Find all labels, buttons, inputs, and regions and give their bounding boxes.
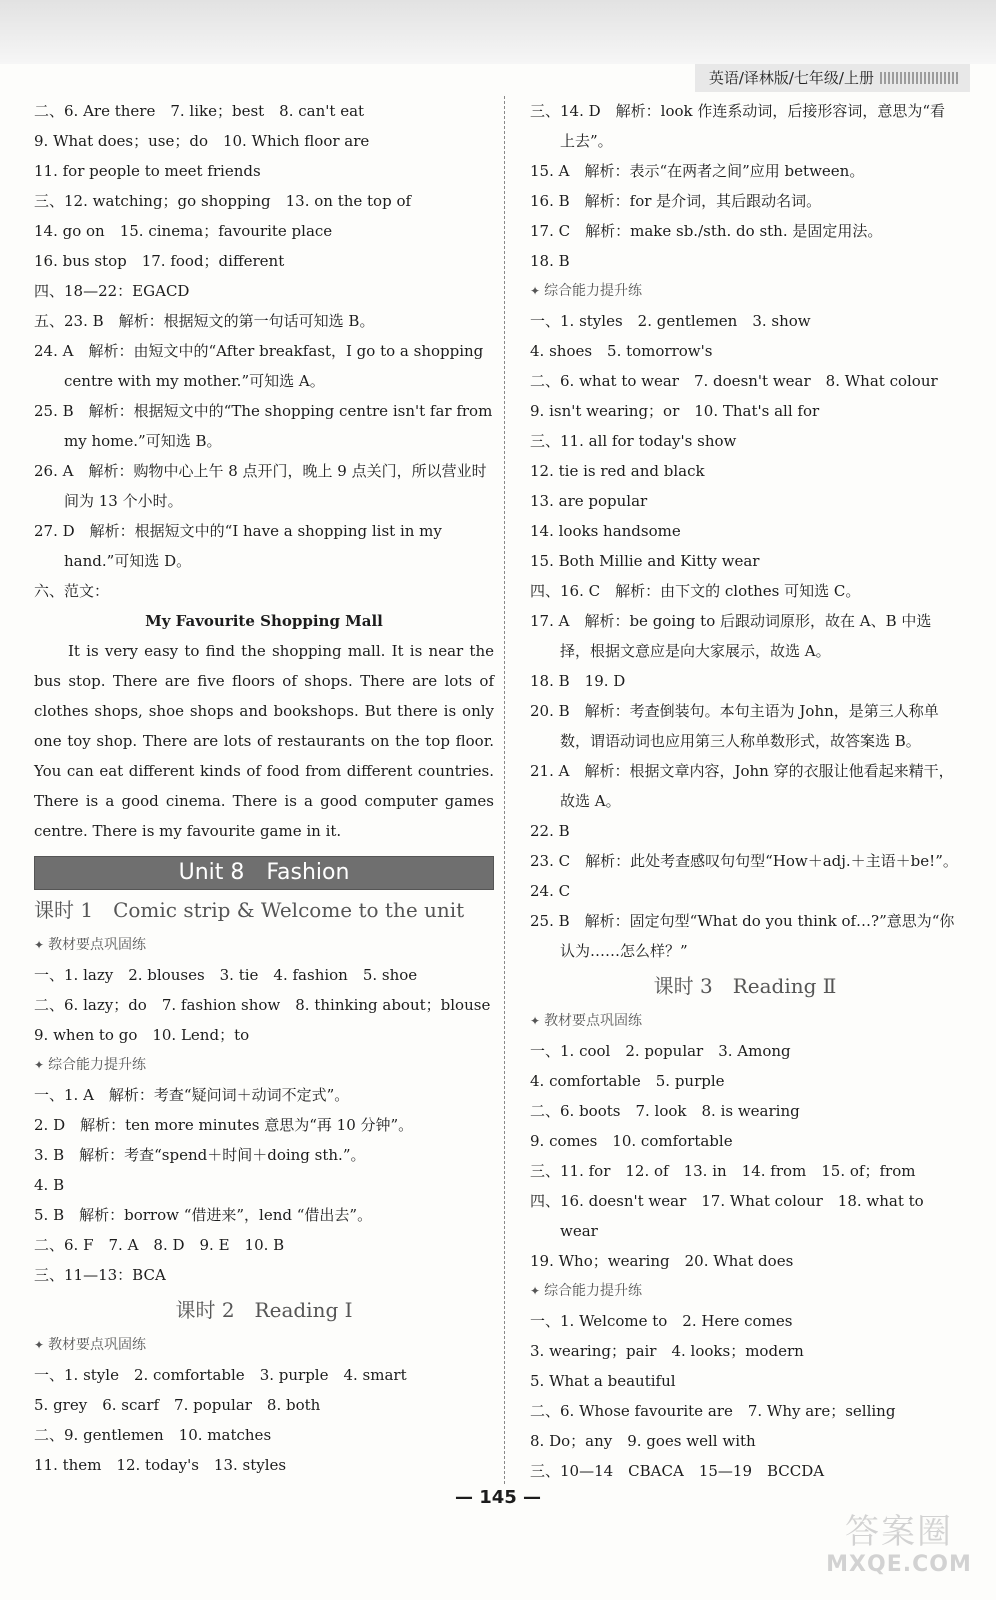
answer-line: 11. them 12. today's 13. styles [34, 1456, 287, 1474]
section-heading-advanced: ✦ 综合能力提升练 [530, 283, 643, 299]
lesson-1-basic-answers [34, 960, 494, 1050]
answer-line: 9. when to go 10. Lend；to [34, 1026, 250, 1044]
answer-line: 27. D 解析：根据短文中的“I have a shopping list in my hand.”可知选 D。 [34, 522, 442, 570]
page-header-title: 英语/译林版/七年级/上册 [695, 64, 970, 92]
answer-line: 一、1. cool 2. popular 3. Among [530, 1042, 791, 1060]
answer-line: 15. Both Millie and Kitty wear [530, 552, 760, 570]
diamond-icon: ✦ [34, 1058, 45, 1072]
answer-line: 六、范文： [34, 582, 110, 600]
page-number: — 145 — [454, 1487, 542, 1508]
watermark-site: MXQE.COM [826, 1552, 972, 1577]
lesson-2-basic-answers [34, 1360, 494, 1480]
answer-line: 16. B 解析：for 是介词，其后跟动名词。 [530, 192, 822, 210]
answer-line: 4. B [34, 1176, 65, 1194]
answer-line: 13. are popular [530, 492, 648, 510]
answer-line: 3. B 解析：考查“spend＋时间＋doing sth.”。 [34, 1146, 366, 1164]
answer-line: 24. A 解析：由短文中的“After breakfast，I go to a shopping centre with my mother.”可知选 A。 [34, 342, 484, 390]
answer-line: 17. A 解析：be going to 后跟动词原形，故在 A、B 中选择，根据文意应是向大家展示，故选 A。 [530, 612, 932, 660]
answer-line: 18. B 19. D [530, 672, 626, 690]
answer-line: 一、1. A 解析：考查“疑问词＋动词不定式”。 [34, 1086, 350, 1104]
section-heading-basic: ✦ 教材要点巩固练 [530, 1013, 643, 1029]
answer-line: 三、11. all for today's show [530, 432, 737, 450]
answer-line: 22. B [530, 822, 570, 840]
answer-line: 三、11—13：BCA [34, 1266, 166, 1284]
answer-line: 14. go on 15. cinema；favourite place [34, 222, 333, 240]
diamond-icon: ✦ [34, 1338, 45, 1352]
unit-banner: Unit 8 Fashion [34, 856, 494, 890]
left-answer-lines [34, 96, 494, 606]
diamond-icon: ✦ [34, 938, 45, 952]
answer-line: 五、23. B 解析：根据短文的第一句话可知选 B。 [34, 312, 375, 330]
lesson-3-advanced-answers [530, 1306, 960, 1486]
answer-line: 三、11. for 12. of 13. in 14. from 15. of；from [530, 1162, 916, 1180]
answer-line: 8. Do；any 9. goes well with [530, 1432, 756, 1450]
lesson-2-advanced-answers [530, 306, 960, 966]
answer-line: 一、1. Welcome to 2. Here comes [530, 1312, 793, 1330]
lesson-1-title: 课时 1 Comic strip & Welcome to the unit [34, 898, 465, 922]
essay-title: My Favourite Shopping Mall [145, 612, 383, 630]
right-answer-lines [530, 96, 960, 276]
answer-line: 二、6. boots 7. look 8. is wearing [530, 1102, 800, 1120]
answer-line: 5. What a beautiful [530, 1372, 676, 1390]
answer-line: 20. B 解析：考查倒装句。本句主语为 John，是第三人称单数，谓语动词也应用第三人称单数形式，故答案选 B。 [530, 702, 939, 750]
answer-line: 9. isn't wearing；or 10. That's all for [530, 402, 820, 420]
answer-line: 25. B 解析：根据短文中的“The shopping centre isn't far from my home.”可知选 B。 [34, 402, 493, 450]
answer-line: 23. C 解析：此处考查感叹句句型“How＋adj.＋主语＋be!”。 [530, 852, 958, 870]
answer-line: 3. wearing；pair 4. looks；modern [530, 1342, 804, 1360]
answer-line: 二、6. F 7. A 8. D 9. E 10. B [34, 1236, 285, 1254]
watermark-logo [824, 1512, 974, 1582]
answer-line: 5. B 解析：borrow “借进来”，lend “借出去”。 [34, 1206, 373, 1224]
answer-line: 26. A 解析：购物中心上午 8 点开门，晚上 9 点关门，所以营业时间为 13 个小时。 [34, 462, 487, 510]
answer-line: 11. for people to meet friends [34, 162, 261, 180]
diamond-icon: ✦ [530, 1014, 541, 1028]
answer-line: 四、16. C 解析：由下文的 clothes 可知选 C。 [530, 582, 861, 600]
answer-line: 18. B [530, 252, 570, 270]
answer-line: 一、1. lazy 2. blouses 3. tie 4. fashion 5. shoe [34, 966, 418, 984]
diamond-icon: ✦ [530, 1284, 541, 1298]
answer-line: 二、6. lazy；do 7. fashion show 8. thinking about；blouse [34, 996, 491, 1014]
watermark-mark: 答案圈 [845, 1512, 953, 1552]
answer-line: 4. comfortable 5. purple [530, 1072, 725, 1090]
section-heading-advanced: ✦ 综合能力提升练 [34, 1057, 147, 1073]
answer-line: 17. C 解析：make sb./sth. do sth. 是固定用法。 [530, 222, 883, 240]
scan-header-band [0, 0, 996, 64]
answer-line: 12. tie is red and black [530, 462, 705, 480]
left-column [34, 96, 494, 1480]
answer-line: 一、1. styles 2. gentlemen 3. show [530, 312, 811, 330]
answer-line: 21. A 解析：根据文章内容，John 穿的衣服让他看起来精干，故选 A。 [530, 762, 954, 810]
answer-line: 4. shoes 5. tomorrow's [530, 342, 713, 360]
answer-line: 9. What does；use；do 10. Which floor are [34, 132, 370, 150]
answer-line: 三、12. watching；go shopping 13. on the top of [34, 192, 412, 210]
answer-line: 14. looks handsome [530, 522, 681, 540]
answer-line: 四、18—22：EGACD [34, 282, 190, 300]
answer-line: 二、6. Whose favourite are 7. Why are；selling [530, 1402, 896, 1420]
lesson-1-advanced-answers [34, 1080, 494, 1290]
answer-line: 二、9. gentlemen 10. matches [34, 1426, 272, 1444]
answer-line: 16. bus stop 17. food；different [34, 252, 285, 270]
answer-line: 24. C [530, 882, 571, 900]
answer-line: 四、16. doesn't wear 17. What colour 18. what to wear [530, 1192, 924, 1240]
lesson-3-title: 课时 3 Reading Ⅱ [653, 974, 837, 998]
section-heading-advanced: ✦ 综合能力提升练 [530, 1283, 643, 1299]
answer-line: 9. comes 10. comfortable [530, 1132, 733, 1150]
answer-line: 25. B 解析：固定句型“What do you think of…?”意思为“你认为……怎么样？” [530, 912, 955, 960]
section-heading-basic: ✦ 教材要点巩固练 [34, 1337, 147, 1353]
column-divider [504, 96, 505, 1484]
answer-line: 2. D 解析：ten more minutes 意思为“再 10 分钟”。 [34, 1116, 414, 1134]
right-column [530, 96, 960, 1486]
answer-line: 5. grey 6. scarf 7. popular 8. both [34, 1396, 321, 1414]
answer-line: 一、1. style 2. comfortable 3. purple 4. smart [34, 1366, 407, 1384]
answer-line: 二、6. Are there 7. like；best 8. can't eat [34, 102, 365, 120]
header-dot-pattern [880, 72, 960, 84]
lesson-3-basic-answers [530, 1036, 960, 1276]
lesson-2-title: 课时 2 Reading Ⅰ [175, 1298, 353, 1322]
essay-text: It is very easy to find the shopping mall. It is near the bus stop. There are five floors of shops. There are lots of clothes shops, shoe shops and bookshops. But there is only one toy shop. There are lots of restaurants on the top floor. You can eat different kinds of food from different countries. There is a good cinema. There is a good computer games centre. There is my favourite game in it. [34, 642, 494, 840]
answer-line: 三、14. D 解析：look 作连系动词，后接形容词，意思为“看上去”。 [530, 102, 946, 150]
answer-line: 19. Who；wearing 20. What does [530, 1252, 794, 1270]
diamond-icon: ✦ [530, 284, 541, 298]
answer-line: 三、10—14 CBACA 15—19 BCCDA [530, 1462, 825, 1480]
answer-line: 15. A 解析：表示“在两者之间”应用 between。 [530, 162, 865, 180]
answer-line: 二、6. what to wear 7. doesn't wear 8. What colour [530, 372, 938, 390]
section-heading-basic: ✦ 教材要点巩固练 [34, 937, 147, 953]
